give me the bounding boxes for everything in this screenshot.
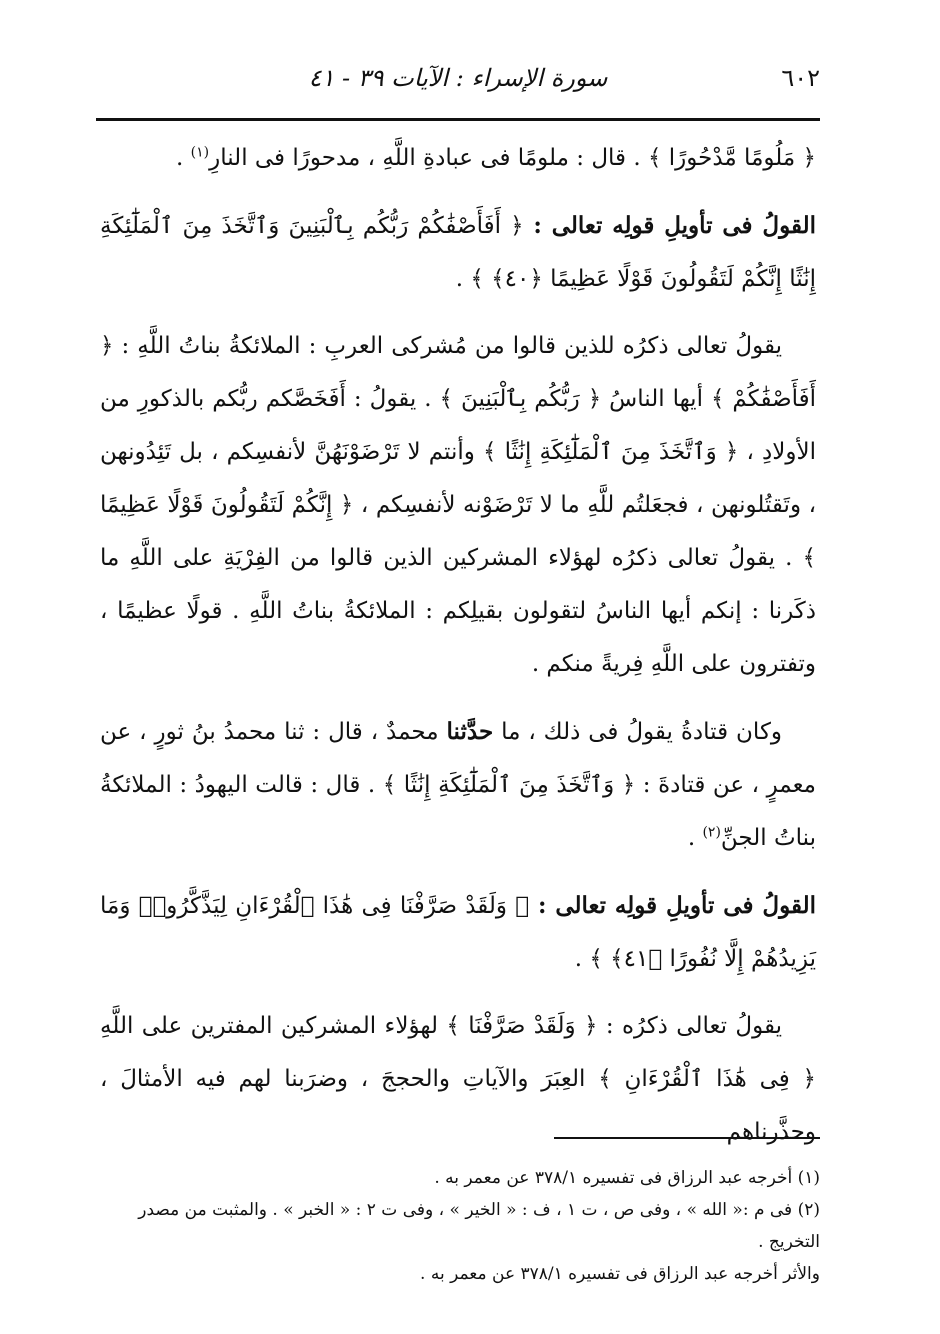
quran-quote: ﴿ رَبُّكُم بِٱلْبَنِينَ ﴾	[439, 386, 602, 412]
section-heading: القولُ فى تأويلِ قولِه تعالى :	[529, 892, 816, 919]
footnote-divider	[554, 1137, 820, 1139]
paragraph-1	[100, 132, 816, 185]
paragraph-text: وكان قتادةُ يقولُ فى ذلك ، ما	[493, 719, 783, 745]
paragraph-text: وأنتم لا تَرْضَوْنَهُنَّ لأنفسِكم ، بل تَئِدُونهن ، وتَقتُلونهن ، فجعَلتُم للَّهِ ما لا تَرْضَوْنه لأنفسِكم ،	[100, 439, 816, 518]
footnote-marker-2[interactable]: (٢)	[702, 824, 721, 841]
quran-quote: ﴿ وَٱتَّخَذَ مِنَ ٱلْمَلَٰٓئِكَةِ إِنَٰثًا ﴾	[483, 439, 739, 465]
paragraph-end: .	[687, 825, 703, 851]
paragraph-text: . يقولُ : أَفَخَصَّكم ربُّكم بالذكورِ من الأولادِ ،	[100, 386, 816, 465]
paragraph-6	[100, 1000, 816, 1159]
quran-quote: ﴿ مَلُومًا مَّدْحُورًا ﴾	[647, 145, 816, 171]
paragraph-end: .	[574, 946, 590, 972]
quran-quote: ﴿ أَفَأَصْفَٰكُمْ ﴾	[100, 333, 816, 412]
main-text	[100, 132, 816, 1173]
paragraph-end: .	[176, 145, 191, 171]
paragraph-text: . يقولُ تعالى ذكرُه لهؤلاء المشركين الذين قالوا من الفِرْيَةِ على اللَّهِ ما ذكَرنا : إنكم أيها الناسُ لتقولون بقيلِكم : الملائكةُ بناتُ اللَّهِ . قولًا عظيمًا ، وتفترون على اللَّهِ فِريةً منكم .	[100, 545, 816, 677]
footnotes	[100, 1162, 820, 1290]
footnote-2: (٢) فى م :« الله » ، وفى ص ، ت ١ ، ف : « الخير » ، وفى ت ٢ : « الخبر » . والمثبت من مصدر التخريج .	[138, 1200, 820, 1252]
quran-verse: ﴿ أَفَأَصْفَٰكُمْ رَبُّكُم بِٱلْبَنِينَ وَٱتَّخَذَ مِنَ ٱلْمَلَٰٓئِكَةِ إِنَٰثًا إِنَّكُمْ لَتَقُولُونَ قَوْلًا عَظِيمًا ﴿٤٠﴾ ﴾	[100, 213, 816, 292]
quran-quote: ﴿ إِنَّكُمْ لَتَقُولُونَ قَوْلًا عَظِيمًا ﴾	[100, 492, 816, 571]
narration-keyword: حدَّثنا	[446, 718, 494, 745]
paragraph-end: .	[455, 266, 471, 292]
paragraph-text: . قال : قالت اليهودُ : الملائكةُ بناتُ الجنِّ	[100, 772, 816, 851]
quran-quote: ﴿ وَلَقَدْ صَرَّفْنَا ﴾	[446, 1013, 598, 1039]
paragraph-text: العِبَرَ والآياتِ والحججَ ، وضرَبنا لهم فيه الأمثالَ ، وحذَّرناهم	[100, 1066, 816, 1145]
paragraph-text: أيها الناسُ	[601, 386, 711, 412]
paragraph-3	[100, 320, 816, 691]
quran-verse: ﴿ وَلَقَدْ صَرَّفْنَا فِى هَٰذَا ٱلْقُرْءَانِ لِيَذَّكَّرُوا۟ وَمَا يَزِيدُهُمْ إِلَّا نُفُورًا ﴿٤١﴾ ﴾	[100, 893, 816, 972]
paragraph-5	[100, 879, 816, 986]
paragraph-text: محمدٌ ، قال : ثنا محمدُ بنُ ثورٍ ، عن معمرٍ ، عن قتادةَ :	[100, 719, 816, 798]
quran-quote: ﴿ وَٱتَّخَذَ مِنَ ٱلْمَلَٰٓئِكَةِ إِنَٰثًا ﴾	[382, 772, 636, 798]
paragraph-2	[100, 199, 816, 306]
footnote-1: (١) أخرجه عبد الرزاق فى تفسيره ٣٧٨/١ عن معمر به .	[434, 1168, 820, 1188]
footnote-marker-1[interactable]: (١)	[190, 144, 210, 161]
paragraph-text: . قال : ملومًا فى عبادةِ اللَّهِ ، مدحورًا فى النارِ	[209, 145, 648, 171]
page-number: ٦٠٢	[781, 64, 820, 92]
quran-quote: ﴿ فِى هَٰذَا ٱلْقُرْءَانِ ﴾	[598, 1066, 816, 1092]
paragraph-text: يقولُ تعالى ذكرُه :	[597, 1013, 782, 1039]
header-divider	[96, 118, 820, 121]
paragraph-text: لهؤلاء المشركين المفترين على اللَّهِ	[100, 1013, 447, 1039]
page-header	[96, 58, 820, 98]
running-title: سورة الإسراء : الآيات ٣٩ - ٤١	[308, 64, 608, 92]
paragraph-4	[100, 705, 816, 865]
footnote-2-continued: والأثر أخرجه عبد الرزاق فى تفسيره ٣٧٨/١ عن معمر به .	[420, 1264, 820, 1284]
paragraph-text: يقولُ تعالى ذكرُه للذين قالوا من مُشركى العربِ : الملائكةُ بناتُ اللَّهِ :	[113, 333, 782, 359]
section-heading: القولُ فى تأويلِ قولِه تعالى :	[523, 212, 816, 239]
